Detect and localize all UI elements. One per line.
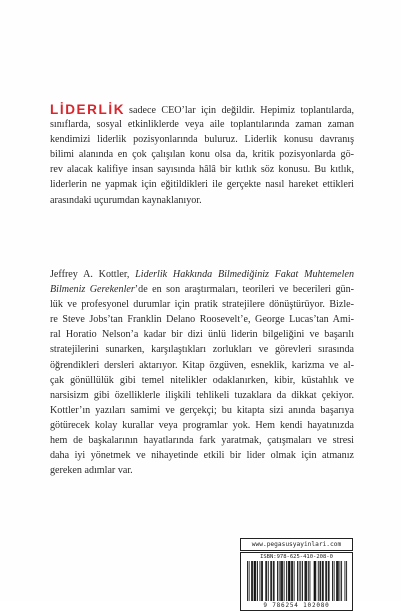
- barcode-bar: [266, 561, 267, 601]
- blurb-text: sadece CEO’lar için değildir. Hepimiz toplantılarda,: [129, 105, 354, 116]
- barcode-bar: [308, 561, 309, 601]
- barcode-bar: [326, 561, 327, 601]
- barcode-bar: [340, 561, 341, 601]
- barcode-bar: [334, 561, 335, 601]
- barcode-bar: [262, 561, 263, 601]
- barcode-bar: [255, 561, 256, 601]
- barcode-bar: [305, 561, 306, 601]
- barcode-bar: [290, 561, 291, 601]
- blurb-line: kendimizi liderlik pozisyonlarında buluruz. Liderlik konusu davranış: [50, 134, 354, 146]
- barcode-bar: [299, 561, 300, 601]
- barcode-bar: [281, 561, 282, 601]
- barcode-bar: [261, 561, 262, 601]
- blurb-line: Kottler’ın yazıları samimi ve gerçekçi; bu kitapta sizi anında başarıya: [50, 404, 354, 416]
- barcode-bar: [282, 561, 283, 601]
- book-title-part: Bilmeniz Gerekenler: [50, 284, 135, 296]
- barcode-bar: [265, 561, 266, 601]
- blurb-line: gereken adımlar var.: [50, 465, 133, 477]
- barcode-bar: [255, 561, 256, 601]
- barcode-bar: [345, 561, 346, 601]
- barcode-bar: [270, 561, 271, 601]
- blurb-line: [50, 267, 354, 282]
- barcode-bar: [277, 561, 278, 601]
- blurb-line: öğrendikleri dersleri aktarıyor. Kitap özgüven, esneklik, karizma ve al-: [50, 359, 354, 371]
- barcode-bar: [337, 561, 338, 601]
- barcode-bar: [257, 561, 258, 601]
- barcode-bars: [247, 561, 347, 601]
- barcode-bar: [271, 561, 272, 601]
- barcode-bar: [320, 561, 321, 601]
- barcode-bar: [332, 561, 333, 601]
- blurb-line: sınıflarda, sosyal etkinliklerde veya aile toplantılarında zaman zaman: [50, 119, 354, 131]
- barcode-bar: [322, 561, 323, 601]
- blurb-line: narsisizm gibi özelliklerle ilişkili tehlikeli tuzaklara da dikkat çekiyor.: [50, 389, 354, 401]
- blurb-line: rev alacak kalifiye insan sayısında hâlâ bir kıtlık söz konusu. Bu kıtlık,: [50, 164, 354, 176]
- blurb-line: [50, 282, 354, 297]
- barcode-block: [240, 538, 353, 611]
- barcode-bar: [292, 561, 293, 601]
- blurb-line: hem de başkalarının hayatlarında fark yaratmak, çatışmaları ve stresi: [50, 435, 354, 447]
- barcode-bar: [320, 561, 321, 601]
- blurb-line: re Steve Jobs’tan Franklin Delano Roosevelt’e, George Lucas’tan Ami-: [50, 314, 354, 326]
- barcode-bar: [314, 561, 315, 601]
- blurb-paragraph-2: [50, 267, 354, 478]
- barcode-bar: [305, 561, 306, 601]
- barcode-bar: [274, 561, 275, 601]
- blurb-line: ral Horatio Nelson’a kadar bir dizi ünlü liderin bilgeliğini ve başarılı: [50, 329, 354, 341]
- blurb-line: çak gönüllülük gibi temel nitelikler odaklanırken, kibir, küstahlık ve: [50, 374, 354, 386]
- barcode-bar: [247, 561, 248, 601]
- blurb-line: lük ve profesyonel durumlar için pratik stratejilere dönüştürüyor. Bizle-: [50, 299, 354, 311]
- isbn-digits: 9 786254 102080: [263, 602, 330, 609]
- barcode-bar: [294, 561, 295, 601]
- barcode-bar: [251, 561, 252, 601]
- barcode-bar: [289, 561, 290, 601]
- barcode-bar: [260, 561, 261, 601]
- barcode-bar: [249, 561, 250, 601]
- barcode-bar: [306, 561, 307, 601]
- barcode-bar: [323, 561, 324, 601]
- barcode-bar: [297, 561, 298, 601]
- keyword-liderlik: LİDERLİK: [50, 102, 126, 117]
- blurb-paragraph-1: [50, 102, 354, 208]
- barcode-bar: [288, 561, 289, 601]
- blurb-line: bilimi alanında en çok çalışılan konu olsa da, kritik pozisyonlarda gö-: [50, 149, 354, 161]
- barcode-bar: [268, 561, 269, 601]
- isbn-label: ISBN:978-625-410-208-0: [260, 554, 333, 560]
- barcode-bar: [338, 561, 339, 601]
- barcode-bar: [318, 561, 319, 601]
- barcode-bar: [284, 561, 285, 601]
- barcode-bar: [252, 561, 253, 601]
- blurb-line: götürecek kolay kurallar veya programlar yok. Hem kendi hayatınızda: [50, 419, 354, 431]
- barcode-bar: [336, 561, 337, 601]
- blurb-line: [50, 102, 354, 117]
- author-name: Jeffrey A. Kottler,: [50, 269, 136, 280]
- blurb-text: ’de en son araştırmaları, teorileri ve becerileri gün-: [134, 284, 354, 296]
- book-title-part: Liderlik Hakkında Bilmediğiniz Fakat Muhtemelen: [135, 269, 354, 280]
- blurb-line: daha iyi yönetmek ve nihayetinde etkili bir lider olmak için atmanız: [50, 450, 354, 462]
- barcode-bar: [325, 561, 326, 601]
- barcode-bar: [315, 561, 316, 601]
- barcode-bar: [286, 561, 287, 601]
- barcode-bar: [300, 561, 301, 601]
- publisher-url: www.pegasusyayinlari.com: [240, 538, 353, 551]
- blurb-line: liderlerin ne yapmak için eğitildikleri ile gerçekte nasıl hareket ettikleri: [50, 179, 354, 191]
- barcode-bar: [273, 561, 274, 601]
- barcode-bar: [291, 561, 292, 601]
- barcode-bar: [280, 561, 281, 601]
- barcode-bar: [310, 561, 311, 601]
- barcode-bar: [328, 561, 329, 601]
- blurb-line: stratejilerini sunarken, karşılaştıkları zorlukları ve görevleri sırasında: [50, 344, 354, 356]
- barcode-bar: [341, 561, 342, 601]
- barcode-bar: [315, 561, 316, 601]
- isbn-barcode: [240, 552, 353, 611]
- barcode-bar: [302, 561, 303, 601]
- barcode-bar: [279, 561, 280, 601]
- barcode-bar: [329, 561, 330, 601]
- barcode-bar: [254, 561, 255, 601]
- barcode-bar: [346, 561, 347, 601]
- blurb-line: arasındaki uçurumdan kaynaklanıyor.: [50, 194, 202, 206]
